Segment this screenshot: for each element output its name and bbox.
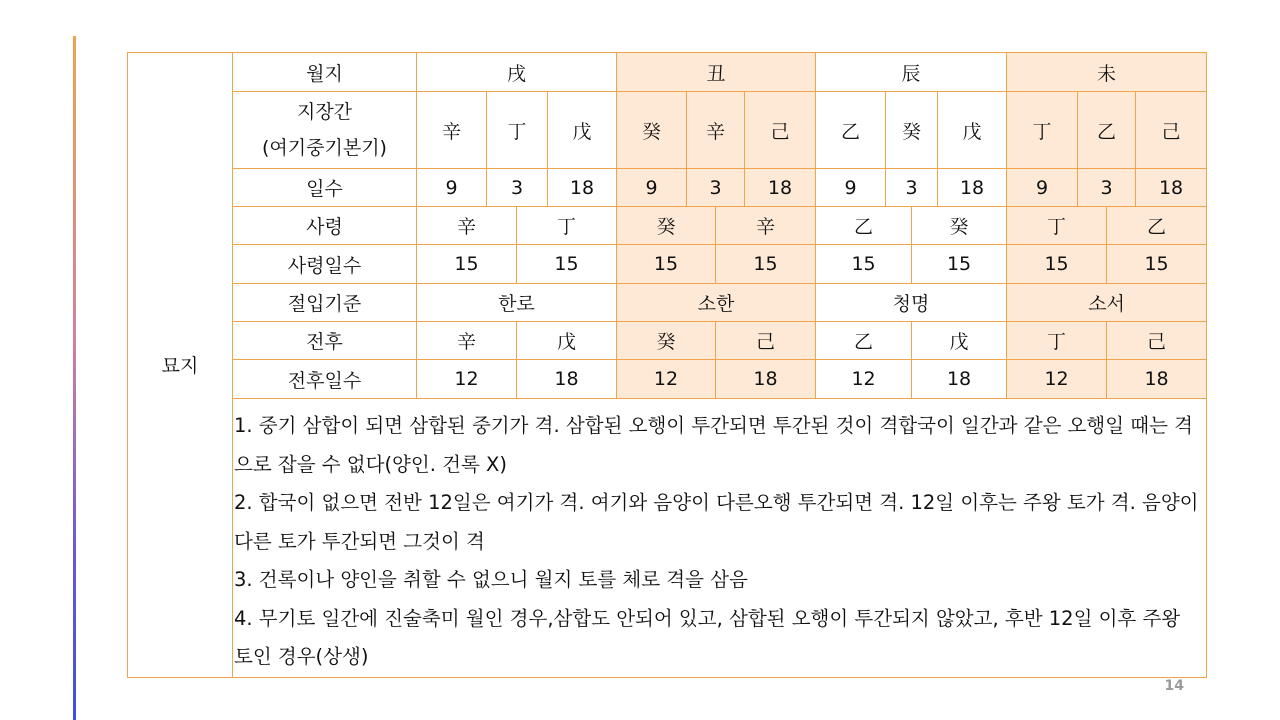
side-label: 묘지 — [128, 53, 233, 678]
jijanggan-cell: 戊 — [548, 92, 617, 169]
jeonhu-ilsu-cell: 12 — [417, 360, 517, 399]
jeonhu-cell: 戊 — [517, 322, 617, 360]
jijanggan-cell: 己 — [745, 92, 816, 169]
ilsu-cell: 9 — [816, 169, 886, 207]
notes-cell — [233, 399, 1207, 678]
jeorip-cell: 소서 — [1007, 284, 1207, 322]
saryeong-cell: 乙 — [1107, 207, 1207, 245]
saryeong-ilsu-cell: 15 — [912, 245, 1007, 284]
ilsu-cell: 18 — [938, 169, 1007, 207]
saryeong-cell: 辛 — [417, 207, 517, 245]
saryeong-ilsu-cell: 15 — [517, 245, 617, 284]
saryeong-cell: 乙 — [816, 207, 912, 245]
saju-table — [127, 52, 1207, 678]
jeorip-cell: 소한 — [617, 284, 816, 322]
jijanggan-cell: 丁 — [1007, 92, 1078, 169]
jijanggan-cell: 乙 — [816, 92, 886, 169]
ilsu-cell: 18 — [548, 169, 617, 207]
jeonhu-ilsu-cell: 12 — [617, 360, 716, 399]
saryeong-cell: 丁 — [1007, 207, 1107, 245]
saryeong-cell: 辛 — [716, 207, 816, 245]
row-saryeong-ilsu — [128, 245, 1207, 284]
jijanggan-cell: 乙 — [1078, 92, 1136, 169]
row-label-jeorip: 절입기준 — [233, 284, 417, 322]
jijanggan-label-line2: (여기중기본기) — [262, 137, 387, 159]
jeonhu-ilsu-cell: 12 — [816, 360, 912, 399]
row-jeonhu — [128, 322, 1207, 360]
row-wolji — [128, 53, 1207, 92]
ilsu-cell: 9 — [1007, 169, 1078, 207]
saryeong-ilsu-cell: 15 — [1107, 245, 1207, 284]
row-jeonhu-ilsu — [128, 360, 1207, 399]
jeonhu-ilsu-cell: 18 — [716, 360, 816, 399]
saryeong-ilsu-cell: 15 — [617, 245, 716, 284]
accent-bar — [73, 36, 76, 720]
row-label-jeonhu: 전후 — [233, 322, 417, 360]
jijanggan-cell: 己 — [1136, 92, 1207, 169]
jeonhu-ilsu-cell: 18 — [912, 360, 1007, 399]
jeorip-cell: 청명 — [816, 284, 1007, 322]
row-notes — [128, 399, 1207, 678]
jijanggan-cell: 癸 — [617, 92, 687, 169]
row-jeorip — [128, 284, 1207, 322]
jijanggan-cell: 辛 — [417, 92, 487, 169]
ilsu-cell: 3 — [687, 169, 745, 207]
month-cell: 丑 — [617, 53, 816, 92]
jeonhu-cell: 癸 — [617, 322, 716, 360]
jeonhu-cell: 丁 — [1007, 322, 1107, 360]
jeonhu-cell: 辛 — [417, 322, 517, 360]
saryeong-cell: 丁 — [517, 207, 617, 245]
jeonhu-cell: 乙 — [816, 322, 912, 360]
saryeong-cell: 癸 — [912, 207, 1007, 245]
row-label-ilsu: 일수 — [233, 169, 417, 207]
jeonhu-cell: 己 — [1107, 322, 1207, 360]
row-label-wolji: 월지 — [233, 53, 417, 92]
jijanggan-cell: 辛 — [687, 92, 745, 169]
note-item: 4. 무기토 일간에 진술축미 월인 경우,삼합도 안되어 있고, 삼합된 오행이 투간되지 않았고, 후반 12일 이후 주왕 토인 경우(상생) — [234, 606, 1181, 668]
row-label-jeonhu-ilsu: 전후일수 — [233, 360, 417, 399]
note-item: 2. 합국이 없으면 전반 12일은 여기가 격. 여기와 음양이 다른오행 투간되면 격. 12일 이후는 주왕 토가 격. 음양이 다른 토가 투간되면 그것이 격 — [234, 491, 1199, 553]
jeonhu-ilsu-cell: 18 — [1107, 360, 1207, 399]
jeorip-cell: 한로 — [417, 284, 617, 322]
month-cell: 辰 — [816, 53, 1007, 92]
jijanggan-label-line1: 지장간 — [296, 101, 353, 123]
jijanggan-cell: 癸 — [886, 92, 938, 169]
ilsu-cell: 9 — [417, 169, 487, 207]
ilsu-cell: 18 — [1136, 169, 1207, 207]
month-cell: 未 — [1007, 53, 1207, 92]
page-number: 14 — [1164, 678, 1184, 694]
saryeong-cell: 癸 — [617, 207, 716, 245]
ilsu-cell: 9 — [617, 169, 687, 207]
jeonhu-cell: 戊 — [912, 322, 1007, 360]
jeonhu-ilsu-cell: 18 — [517, 360, 617, 399]
ilsu-cell: 3 — [886, 169, 938, 207]
row-label-saryeong: 사령 — [233, 207, 417, 245]
saryeong-ilsu-cell: 15 — [1007, 245, 1107, 284]
note-item: 1. 중기 삼합이 되면 삼합된 중기가 격. 삼합된 오행이 투간되면 투간된 것이 격합국이 일간과 같은 오행일 때는 격으로 잡을 수 없다(양인. 건록 X) — [234, 414, 1194, 476]
row-label-saryeong-ilsu: 사령일수 — [233, 245, 417, 284]
month-cell: 戌 — [417, 53, 617, 92]
jeonhu-cell: 己 — [716, 322, 816, 360]
note-item: 3. 건록이나 양인을 취할 수 없으니 월지 토를 체로 격을 삼음 — [234, 568, 748, 591]
ilsu-cell: 3 — [487, 169, 548, 207]
jijanggan-cell: 丁 — [487, 92, 548, 169]
saryeong-ilsu-cell: 15 — [716, 245, 816, 284]
saryeong-ilsu-cell: 15 — [417, 245, 517, 284]
saryeong-ilsu-cell: 15 — [816, 245, 912, 284]
ilsu-cell: 18 — [745, 169, 816, 207]
jeonhu-ilsu-cell: 12 — [1007, 360, 1107, 399]
jijanggan-cell: 戊 — [938, 92, 1007, 169]
row-ilsu — [128, 169, 1207, 207]
ilsu-cell: 3 — [1078, 169, 1136, 207]
row-saryeong — [128, 207, 1207, 245]
row-label-jijanggan — [233, 92, 417, 169]
row-jijanggan — [128, 92, 1207, 169]
